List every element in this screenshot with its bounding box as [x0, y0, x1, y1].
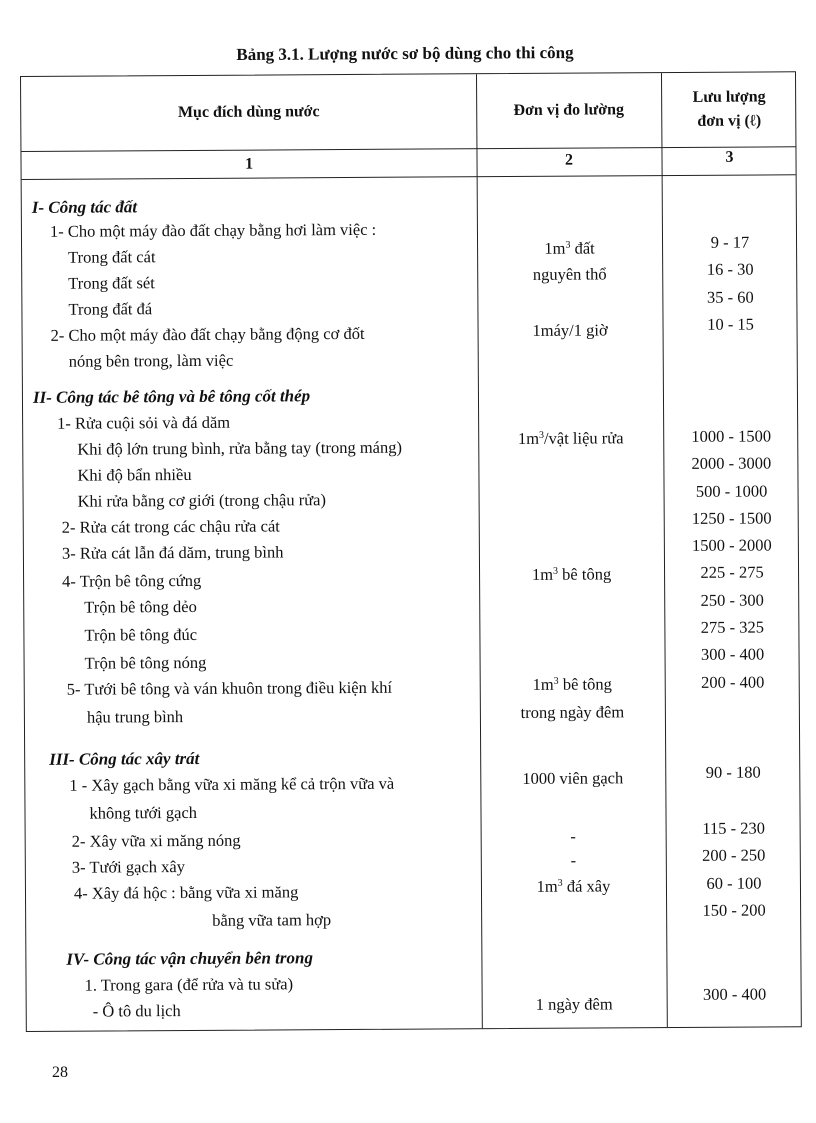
column-header-purpose: Mục đích dùng nước [177, 103, 320, 122]
row-text: Trong đất sét [68, 273, 155, 293]
flow-value: 500 - 1000 [695, 481, 768, 501]
flow-value: 9 - 17 [710, 232, 750, 252]
row-text: 4- Xây đá hộc : bằng vữa xi măng [73, 882, 299, 903]
row-text: hậu trung bình [86, 707, 184, 727]
flow-value: 2000 - 3000 [691, 453, 772, 474]
flow-value: 275 - 325 [700, 617, 765, 637]
flow-value: 35 - 60 [706, 287, 754, 307]
unit-text: đá xây [562, 876, 611, 896]
column-header-flow [661, 72, 797, 147]
unit-text: đất [570, 238, 595, 258]
unit-superscript: 3 [552, 565, 559, 577]
unit-cell: - [570, 850, 577, 870]
column-header-flow-line1: Lưu lượng [692, 88, 766, 106]
section-title: I- Công tác đất [31, 197, 138, 217]
unit-cell [479, 561, 664, 588]
flow-value: 200 - 400 [701, 672, 765, 692]
column-number-2: 2 [564, 151, 574, 169]
row-text: 1 - Xây gạch bằng vữa xi măng kể cả trộn vữa và [69, 773, 395, 795]
row-text: 1- Cho một máy đào đất chạy bằng hơi làm việc : [49, 219, 377, 241]
row-text: bằng vữa tam hợp [212, 910, 332, 930]
flow-value: 250 - 300 [700, 590, 764, 610]
column-header-unit: Đơn vị đo lường [513, 101, 625, 119]
row-text: Trộn bê tông dẻo [84, 596, 197, 617]
unit-cell: 1máy/1 giờ [532, 320, 608, 340]
flow-value: 1250 - 1500 [691, 508, 772, 528]
flow-value: 1000 - 1500 [691, 426, 772, 446]
flow-values [662, 228, 799, 338]
unit-text: 1m [532, 674, 554, 694]
row-text: Trộn bê tông đúc [84, 624, 198, 645]
unit-cell: - [570, 826, 576, 846]
flow-value: 60 - 100 [706, 873, 762, 893]
flow-values [666, 814, 803, 924]
row-text: Trong đất cát [68, 247, 156, 267]
unit-text: 1m [544, 238, 566, 258]
column-number-1: 1 [244, 155, 254, 173]
unit-superscript: 3 [557, 877, 563, 889]
row-text: không tưới gạch [89, 802, 198, 823]
flow-value: 225 - 275 [700, 562, 764, 583]
row-text: 1- Rửa cuội sỏi và đá dăm [57, 412, 231, 433]
unit-cell: 1 ngày đêm [535, 994, 613, 1014]
section-title: IV- Công tác vận chuyển bên trong [66, 948, 313, 969]
unit-cell [480, 671, 665, 698]
unit-superscript: 3 [565, 239, 571, 251]
row-text: 3- Rửa cát lẫn đá dăm, trung bình [61, 542, 284, 563]
unit-cell: 1000 viên gạch [522, 768, 624, 788]
flow-value: 1500 - 2000 [691, 535, 772, 556]
flow-value: 300 - 400 [700, 644, 765, 665]
unit-cell: trong ngày đêm [520, 702, 625, 722]
row-text: Khi độ bẩn nhiều [77, 464, 192, 485]
unit-cell [481, 873, 666, 900]
row-text: 3- Tưới gạch xây [71, 857, 186, 877]
row-text: nóng bên trong, làm việc [68, 350, 234, 371]
unit-cell: nguyên thổ [532, 264, 607, 284]
unit-cell [477, 235, 662, 262]
flow-value: 90 - 180 [705, 762, 761, 782]
unit-text: /vật liệu rửa [543, 428, 624, 448]
flow-value: 300 - 400 [702, 984, 767, 1004]
page-title: Bảng 3.1. Lượng nước sơ bộ dùng cho thi công [236, 42, 574, 65]
unit-text: 1m [536, 876, 558, 896]
unit-superscript: 3 [538, 429, 545, 441]
water-usage-table [20, 71, 802, 1032]
section-title: II- Công tác bê tông và bê tông cốt thép [32, 386, 311, 407]
flow-value: 16 - 30 [706, 259, 754, 280]
flow-value: 10 - 15 [707, 314, 754, 334]
row-divider [22, 174, 796, 180]
flow-values [663, 422, 801, 696]
row-text: Trong đất đá [68, 299, 153, 319]
row-text: 2- Rửa cát trong các chậu rửa cát [61, 516, 280, 537]
flow-value: 200 - 250 [702, 845, 766, 866]
row-text: 4- Trộn bê tông cứng [62, 570, 202, 591]
unit-cell [478, 425, 663, 452]
unit-text: 1m [517, 428, 540, 448]
flow-value: 115 - 230 [702, 818, 765, 838]
flow-values [667, 980, 803, 1008]
column-number-3: 3 [725, 148, 734, 166]
unit-text: bê tông [558, 674, 612, 694]
flow-value: 150 - 200 [702, 900, 766, 920]
flow-values [665, 758, 801, 786]
row-text: 2- Xây vữa xi măng nóng [71, 830, 241, 851]
row-text: Khi độ lớn trung bình, rửa bằng tay (trong máng) [77, 437, 403, 459]
row-text: - Ô tô du lịch [92, 1001, 181, 1021]
section-title: III- Công tác xây trát [49, 748, 200, 769]
row-text: 2- Cho một máy đào đất chạy bằng động cơ đốt [50, 323, 365, 345]
row-text: 5- Tưới bê tông và ván khuôn trong điều kiện khí [66, 677, 393, 699]
unit-text: 1m [531, 564, 554, 584]
row-text: Trộn bê tông nóng [84, 652, 207, 673]
column-header-flow-line2: đơn vị (ℓ) [697, 112, 762, 130]
row-text: 1. Trong gara (để rửa và tu sửa) [84, 974, 294, 995]
unit-superscript: 3 [553, 675, 559, 687]
page-number: 28 [52, 1064, 68, 1081]
unit-text: bê tông [557, 564, 612, 584]
row-text: Khi rửa bằng cơ giới (trong chậu rửa) [77, 490, 327, 511]
